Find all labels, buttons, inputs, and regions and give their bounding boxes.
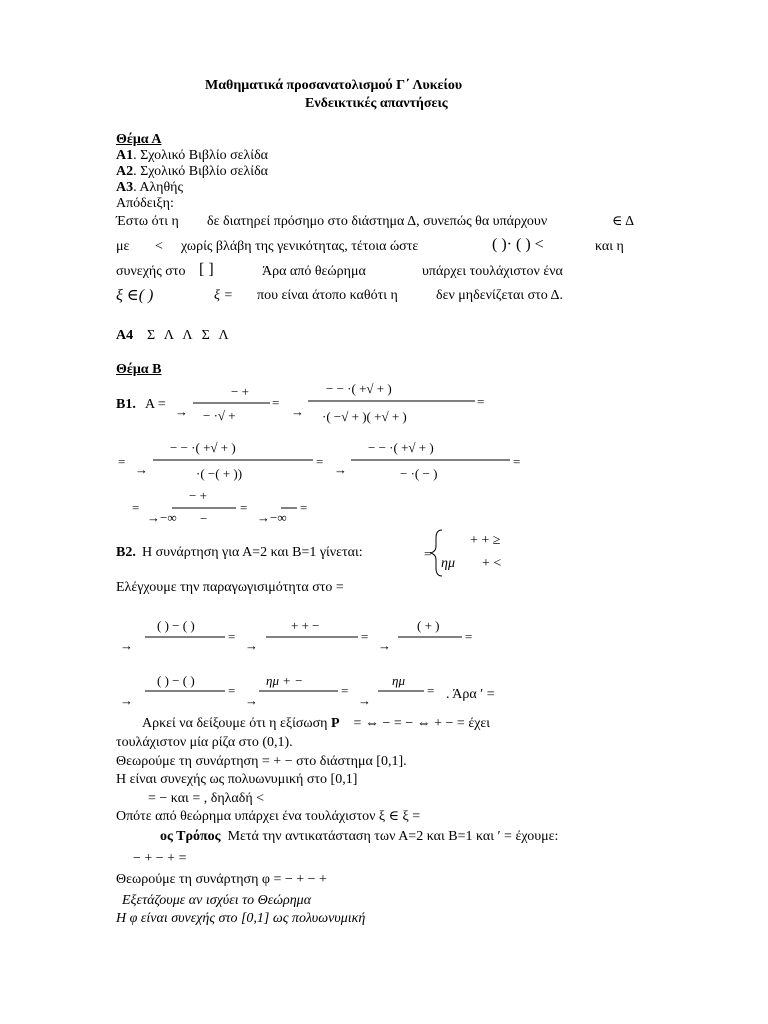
b1-eq5-num: − +: [189, 488, 207, 503]
page-subtitle: Ενδεικτικές απαντήσεις: [305, 96, 448, 111]
b1-eq4-den: − ·( − ): [400, 466, 438, 481]
proof-label: Απόδειξη:: [116, 196, 174, 211]
b1-eq2-num: − − ·( +√ + ): [326, 381, 392, 396]
proof-line3a: συνεχής στο: [116, 264, 186, 279]
b1-a: Α =: [145, 397, 166, 412]
lim-arrow: →: [120, 638, 133, 653]
proof-line3d: υπάρχει τουλάχιστον ένα: [422, 264, 563, 279]
b1-eq3-num: − − ·( +√ + ): [170, 440, 236, 455]
b2-piece-bottom-left: ημ: [441, 556, 455, 571]
equals-sign: =: [118, 454, 126, 469]
b2-label: Β2.: [116, 545, 136, 560]
proof-line2d: ( )· ( ) <: [492, 236, 544, 253]
proof-line1b: δε διατηρεί πρόσημο στο διάστημα Δ, συνεπώς θα υπάρχουν: [207, 214, 548, 229]
bolzano-a: Αρκεί να δείξουμε ότι η εξίσωση: [142, 716, 328, 731]
diff-check-text: Ελέγχουμε την παραγωγισιμότητα στο =: [116, 580, 344, 595]
proof-line2e: και η: [595, 239, 624, 254]
d3-num: ( + ): [417, 618, 440, 633]
a4-answers: Σ Λ Λ Σ Λ: [147, 328, 229, 343]
d6-num: ημ: [392, 673, 405, 688]
proof-line3c: Άρα από θεώρημα: [262, 264, 366, 279]
continuity-statement: Η είναι συνεχής ως πολυωνυμική στο [0,1]: [116, 772, 358, 787]
proof-line1a: Έστω ότι η: [116, 214, 179, 229]
lim-arrow: →: [245, 693, 258, 708]
a2-text: . Σχολικό Βιβλίο σελίδα: [133, 164, 269, 179]
proof-line1c: ∈ Δ: [612, 214, 635, 229]
d5-num: ημ + −: [266, 673, 304, 688]
b1-eq2-den: ·( −√ + )( +√ + ): [322, 409, 407, 424]
a4-label: Α4: [116, 328, 134, 343]
lim-arrow: →: [291, 404, 304, 419]
a1-text: . Σχολικό Βιβλίο σελίδα: [133, 148, 269, 163]
lim-arrow: →: [245, 638, 258, 653]
lim-arrow: →: [175, 404, 188, 419]
method2-line: [160, 829, 558, 845]
equals-sign: =: [228, 629, 236, 644]
b2-text: Η συνάρτηση για Α=2 και Β=1 γίνεται:: [142, 545, 363, 560]
proof-line2c: χωρίς βλάβη της γενικότητας, τέτοια ώστε: [181, 239, 419, 254]
lim-arrow: →: [378, 638, 391, 653]
method2-label: ος Τρόπος: [160, 829, 221, 844]
lim-arrow: →: [120, 693, 133, 708]
equals-sign: =: [228, 683, 236, 698]
equals-sign: =: [465, 629, 473, 644]
equals-sign: =: [477, 394, 485, 409]
equals-sign: =: [513, 454, 521, 469]
a1-label: Α1: [116, 148, 134, 163]
lim-minus-infinity: →−∞: [147, 510, 177, 525]
a3-text: . Αληθής: [133, 180, 184, 195]
equals-sign: =: [300, 500, 308, 515]
b1-eq1-den: − ·√ +: [203, 408, 236, 423]
b1-eq3-den: ·( −( + )): [196, 466, 243, 481]
italic-line-2: Η φ είναι συνεχής στο [0,1] ως πολυωνυμική: [116, 911, 366, 926]
section-heading-a: Θέμα Α: [116, 132, 162, 147]
italic-line-1: Εξετάζουμε αν ισχύει το Θεώρημα: [122, 893, 312, 908]
a2-label: Α2: [116, 164, 134, 179]
lim-minus-infinity: →−∞: [257, 510, 287, 525]
equals-sign: =: [341, 683, 349, 698]
page-title: Μαθηματικά προσανατολισμού Γ΄ Λυκείου: [205, 78, 463, 93]
proof-line2b: <: [155, 239, 163, 254]
values-line: = − και = , δηλαδή <: [148, 791, 265, 806]
proof-line4a: ξ ∈( ): [116, 287, 154, 304]
b1-eq1-num: − +: [231, 384, 249, 399]
proof-line4b: ξ =: [214, 288, 233, 303]
method2-equation: − + − + =: [133, 851, 187, 866]
method2-text: Μετά την αντικατάσταση των Α=2 και Β=1 και ′ = έχουμε:: [227, 829, 559, 844]
equals-sign: =: [132, 500, 140, 515]
equals-sign: =: [424, 546, 432, 561]
b2-piece-bottom-right: + <: [482, 556, 502, 571]
proof-line4c: που είναι άτοπο καθότι η: [257, 288, 398, 303]
lim-arrow: →: [358, 693, 371, 708]
equals-sign: =: [361, 629, 369, 644]
d1-num: ( ) − ( ): [157, 618, 195, 633]
theorem-line: Οπότε από θεώρημα υπάρχει ένα τουλάχιστον ξ ∈ ξ =: [116, 809, 421, 824]
consider-function-1: Θεωρούμε τη συνάρτηση = + − στο διάστημα [0,1].: [116, 754, 407, 769]
equals-sign: =: [240, 500, 248, 515]
section-heading-b: Θέμα Β: [116, 362, 162, 377]
b1-label: Β1.: [116, 397, 136, 412]
b1-eq5-den: −: [200, 511, 208, 526]
equals-sign: =: [272, 395, 280, 410]
equals-sign: =: [427, 683, 435, 698]
proof-line3b: [ ]: [199, 261, 214, 278]
d2-num: + + −: [291, 618, 320, 633]
bolzano-p: P: [330, 716, 340, 731]
proof-line2a: με: [116, 239, 130, 254]
derivative-result: . Άρα ′ =: [446, 687, 495, 702]
proof-line4d: δεν μηδενίζεται στο Δ.: [436, 288, 564, 303]
b1-eq4-num: − − ·( +√ + ): [368, 440, 434, 455]
lim-arrow: →: [135, 462, 148, 477]
bolzano-b: = ⇔ − = − ⇔ + − = έχει: [353, 716, 491, 731]
b2-piece-top: + + ≥: [470, 533, 501, 548]
lim-arrow: →: [334, 462, 347, 477]
bolzano-line2: τουλάχιστον μία ρίζα στο (0,1).: [116, 735, 293, 750]
equals-sign: =: [316, 454, 324, 469]
bolzano-text: [142, 716, 490, 732]
consider-function-2: Θεωρούμε τη συνάρτηση φ = − + − +: [116, 872, 327, 887]
d4-num: ( ) − ( ): [157, 673, 195, 688]
a3-label: Α3: [116, 180, 134, 195]
